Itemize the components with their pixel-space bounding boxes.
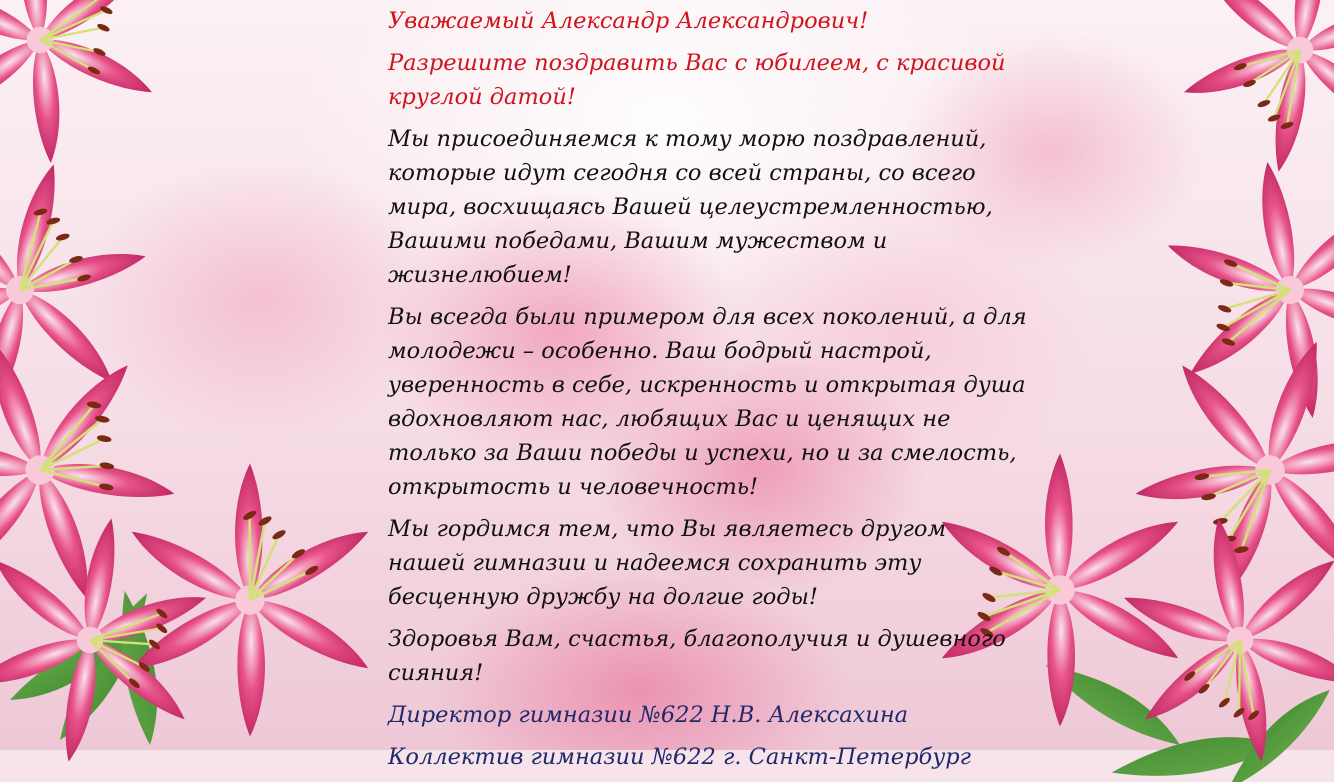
greeting-line: Уважаемый Александр Александрович! <box>388 8 869 34</box>
left-lily-cluster <box>0 0 431 782</box>
body-paragraph-4: Здоровья Вам, счастья, благополучия и душевного сияния! <box>388 626 1006 686</box>
intro-paragraph: Разрешите поздравить Вас с юбилеем, с красивой круглой датой! <box>388 50 1006 110</box>
signature-collective: Коллектив гимназии №622 г. Санкт-Петербург <box>388 744 972 770</box>
letter-text <box>388 4 1028 782</box>
signature-director: Директор гимназии №622 Н.В. Алексахина <box>388 702 909 728</box>
body-paragraph-2: Вы всегда были примером для всех поколений, а для молодежи – особенно. Ваш бодрый настрой, уверенность в себе, искренность и открытая душа вдохновляют нас, любящих Вас и ценящих не только за Ваши победы и успехи, но и за смелость, открытость и человечность! <box>388 304 1027 500</box>
body-paragraph-3: Мы гордимся тем, что Вы являетесь другом нашей гимназии и надеемся сохранить эту бесценную дружбу на долгие годы! <box>388 516 947 610</box>
body-paragraph-1: Мы присоединяемся к тому морю поздравлений, которые идут сегодня со всей страны, со всего мира, восхищаясь Вашей целеустремленностью, Вашими победами, Вашим мужеством и жизнелюбием! <box>388 126 993 288</box>
